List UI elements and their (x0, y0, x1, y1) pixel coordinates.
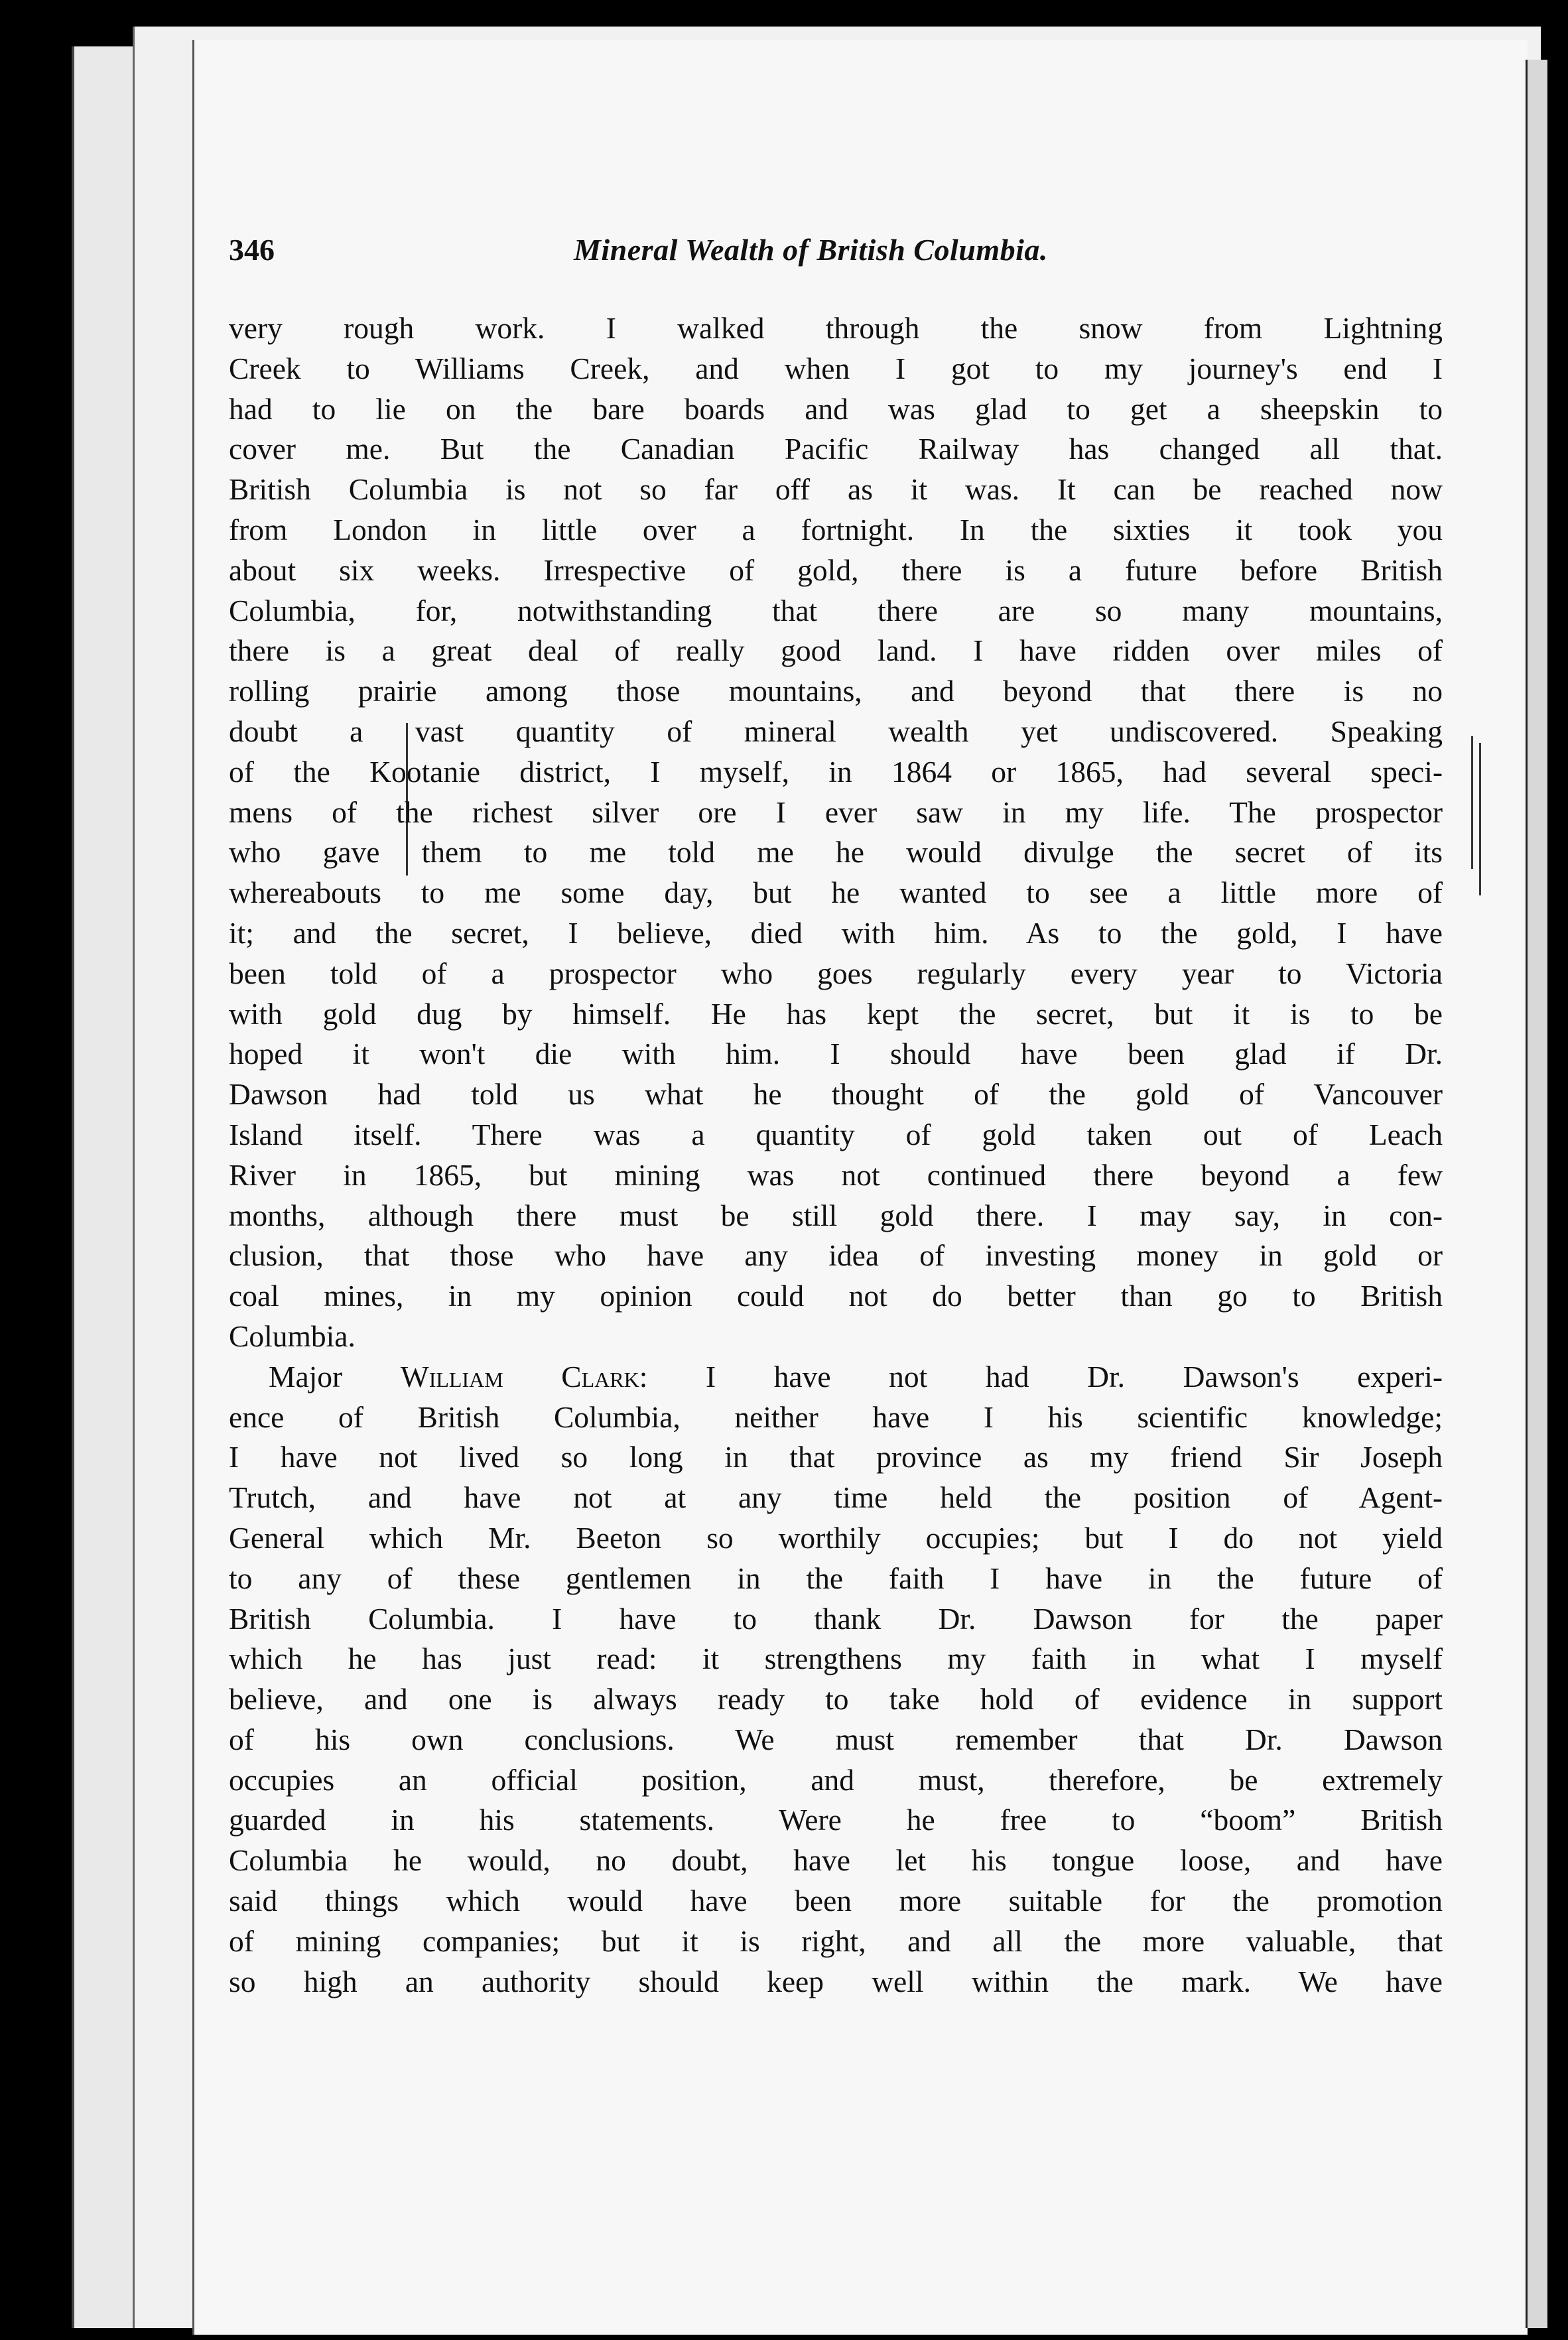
margin-rule-right-2 (1479, 743, 1481, 895)
text-line: Island itself. There was a quantity of gold taken out of Leach (229, 1117, 1443, 1151)
text-line: General which Mr. Beeton so worthily occupies; but I do not yield (229, 1520, 1443, 1555)
text-line: it; and the secret, I believe, died with him. As to the gold, I have (229, 915, 1443, 950)
text-line: of mining companies; but it is right, and all the more valuable, that (229, 1923, 1443, 1958)
text-line: hoped it won't die with him. I should have been glad if Dr. (229, 1037, 1443, 1071)
paragraph-1 (229, 308, 1443, 1357)
speaker-prefix: Major (269, 1359, 401, 1394)
text-line: so high an authority should keep well within the mark. We have (229, 1964, 1443, 1998)
text-line: which he has just read: it strengthens my faith in what I myself (229, 1642, 1443, 1676)
text-line: Trutch, and have not at any time held the position of Agent- (229, 1480, 1443, 1515)
first-line-rest: : I have not had Dr. Dawson's experi- (639, 1359, 1443, 1394)
text-line: British Columbia. I have to thank Dr. Dawson for the paper (229, 1601, 1443, 1636)
text-line: River in 1865, but mining was not continued there beyond a few (229, 1157, 1443, 1192)
text-line: from London in little over a fortnight. In the sixties it took you (229, 512, 1443, 547)
text-line: believe, and one is always ready to take hold of evidence in support (229, 1682, 1443, 1717)
text-line: ence of British Columbia, neither have I his scientific knowledge; (229, 1399, 1443, 1434)
text-line: coal mines, in my opinion could not do better than go to British (229, 1279, 1443, 1313)
text-line: whereabouts to me some day, but he wanted to see a little more of (229, 876, 1443, 910)
running-title: Mineral Wealth of British Columbia. (574, 233, 1048, 267)
paragraph-2 (229, 1357, 1443, 2002)
text-line: Columbia, for, notwithstanding that there are so many mountains, (229, 593, 1443, 627)
text-line: months, although there must be still gold there. I may say, in con- (229, 1198, 1443, 1232)
text-line: occupies an official position, and must, therefore, be extremely (229, 1762, 1443, 1797)
text-line: guarded in his statements. Were he free to “boom” British (229, 1803, 1443, 1837)
text-line: rolling prairie among those mountains, and beyond that there is no (229, 674, 1443, 708)
text-line: to any of these gentlemen in the faith I have in the future of (229, 1561, 1443, 1595)
text-line: of his own conclusions. We must remember that Dr. Dawson (229, 1722, 1443, 1756)
text-line: British Columbia is not so far off as it was. It can be reached now (229, 472, 1443, 507)
text-line: had to lie on the bare boards and was glad to get a sheepskin to (229, 391, 1443, 426)
text-line: said things which would have been more suitable for the promotion (229, 1884, 1443, 1918)
text-line: Columbia he would, no doubt, have let his tongue loose, and have (229, 1843, 1443, 1878)
speaker-name: William Clark (400, 1359, 639, 1394)
text-line: with gold dug by himself. He has kept the secret, but it is to be (229, 996, 1443, 1031)
text-line: Columbia. (229, 1319, 356, 1353)
body-text (229, 308, 1443, 2002)
text-line: doubt a vast quantity of mineral wealth yet undiscovered. Speaking (229, 714, 1443, 748)
text-line: of the Kootanie district, I myself, in 1864 or 1865, had several speci- (229, 754, 1443, 789)
text-line: about six weeks. Irrespective of gold, there is a future before British (229, 552, 1443, 587)
text-line: there is a great deal of really good land. I have ridden over miles of (229, 633, 1443, 668)
text-line: been told of a prospector who goes regularly every year to Victoria (229, 956, 1443, 990)
margin-rule-right (1471, 736, 1473, 869)
text-line: Dawson had told us what he thought of the gold of Vancouver (229, 1077, 1443, 1112)
text-line: Creek to Williams Creek, and when I got to my journey's end I (229, 351, 1443, 385)
text-line: cover me. But the Canadian Pacific Railway has changed all that. (229, 432, 1443, 466)
text-line: very rough work. I walked through the snow from Lightning (229, 311, 1443, 345)
text-line: who gave them to me told me he would divulge the secret of its (229, 835, 1443, 870)
text-line: I have not lived so long in that province as my friend Sir Joseph (229, 1440, 1443, 1474)
paragraph-2-first-line (229, 1357, 1443, 1398)
text-line: mens of the richest silver ore I ever saw in my life. The prospector (229, 795, 1443, 829)
running-header (229, 232, 1443, 279)
page-number: 346 (229, 233, 275, 267)
text-line: clusion, that those who have any idea of investing money in gold or (229, 1238, 1443, 1273)
right-page-edge (1526, 60, 1547, 2328)
